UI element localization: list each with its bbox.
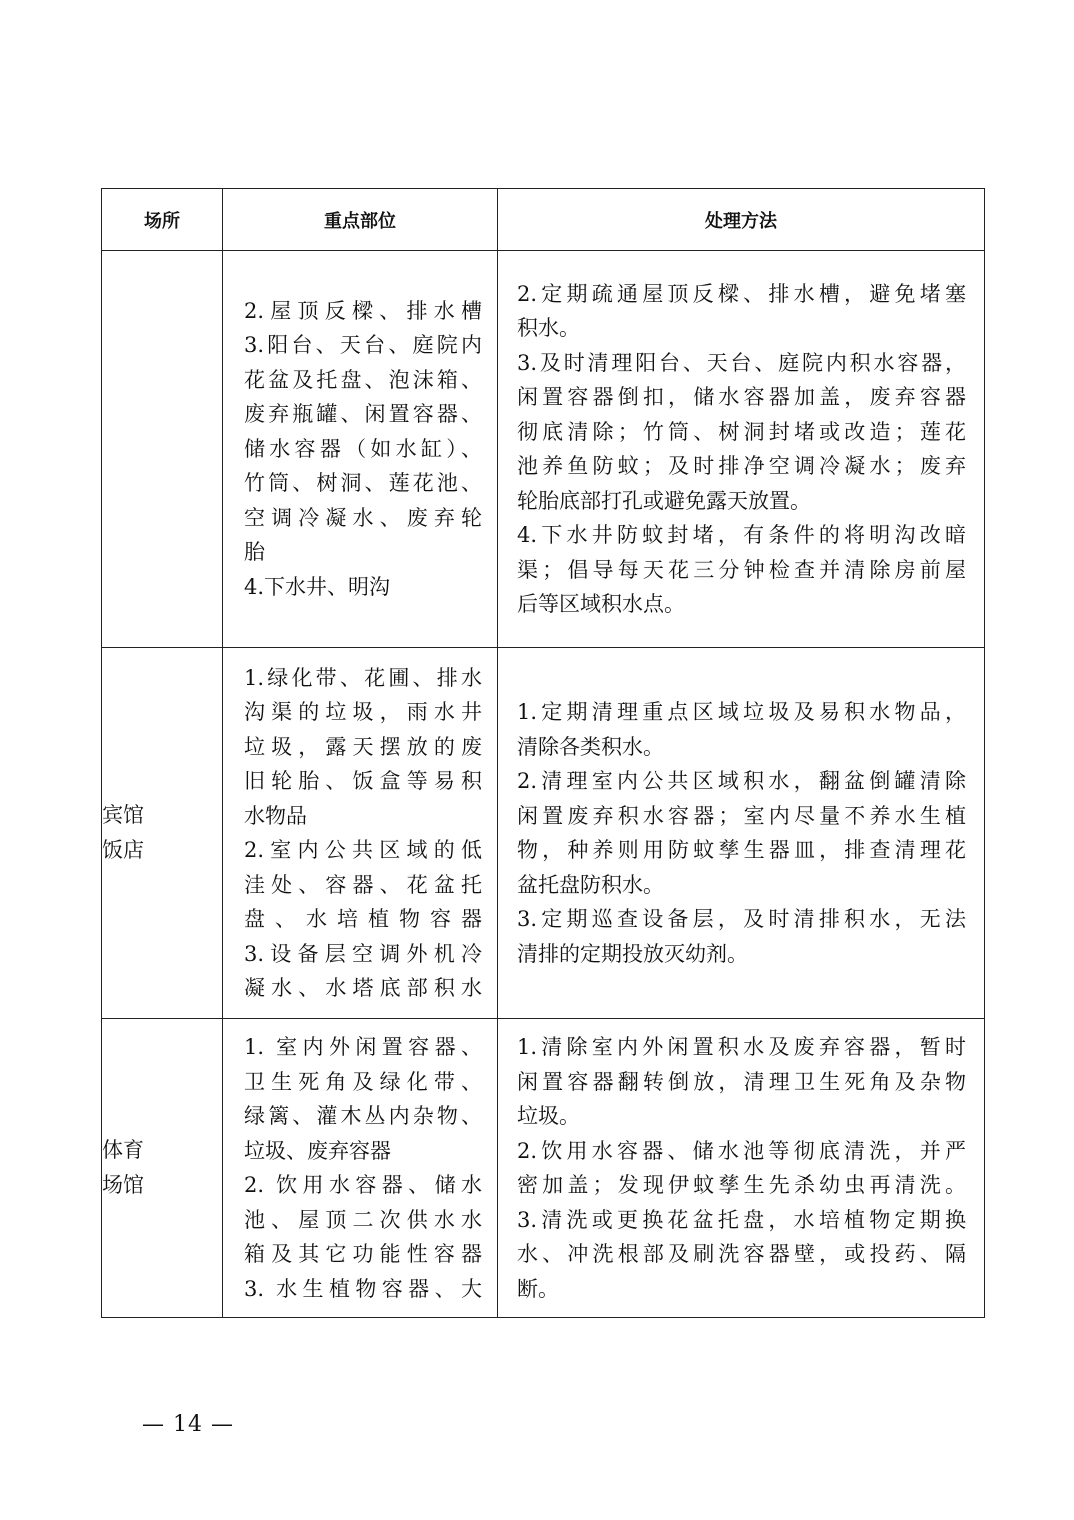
text-line: 水、冲洗根部及刷洗容器壁，或投药、隔 — [517, 1242, 966, 1266]
text-line: 清排的定期投放灭幼剂。 — [517, 941, 748, 966]
main-table — [101, 188, 985, 1318]
text-line: 闲置废弃积水容器；室内尽量不养水生植 — [517, 803, 966, 828]
text-line: 闲置容器倒扣，储水容器加盖，废弃容器 — [517, 385, 966, 409]
page-number: — 14 — — [142, 1412, 234, 1437]
text-line: 后等区域积水点。 — [517, 592, 685, 616]
text-line: 垃圾、废弃容器 — [244, 1138, 391, 1163]
table-row — [102, 1019, 985, 1318]
text-line: 3.定期巡查设备层，及时清排积水，无法 — [517, 907, 966, 931]
text-line: 花盆及托盘、泡沫箱、 — [244, 367, 482, 392]
text-line: 竹筒、树洞、莲花池、 — [244, 471, 482, 496]
text-line: 3.设备层空调外机冷 — [244, 941, 482, 966]
text-line: 盆托盘防积水。 — [517, 872, 664, 897]
text-line: 垃圾。 — [517, 1104, 580, 1128]
text-line: 清除各类积水。 — [517, 734, 664, 759]
text-line: 废弃瓶罐、闲置容器、 — [244, 402, 482, 427]
header-venue: 场所 — [102, 189, 223, 251]
venue-line: 场馆 — [102, 1173, 144, 1197]
text-line: 绿篱、灌木丛内杂物、 — [244, 1104, 482, 1128]
methods-cell — [498, 648, 985, 1019]
text-line: 1.绿化带、花圃、排水 — [244, 665, 482, 690]
text-line: 2.屋顶反樑、排水槽 — [244, 298, 482, 323]
venue-cell — [102, 1019, 223, 1318]
methods-cell — [498, 251, 985, 648]
text-line: 2.清理室内公共区域积水，翻盆倒罐清除 — [517, 769, 966, 793]
text-line: 断。 — [517, 1276, 559, 1301]
text-line: 2. 饮用水容器、储水 — [244, 1173, 482, 1197]
text-line: 4.下水井防蚊封堵，有条件的将明沟改暗 — [517, 523, 966, 547]
text-line: 沟渠的垃圾，雨水井 — [244, 700, 482, 724]
key-parts-cell — [223, 648, 498, 1019]
header-methods: 处理方法 — [498, 189, 985, 251]
text-line: 箱及其它功能性容器 — [244, 1242, 482, 1266]
text-line: 池养鱼防蚊；及时排净空调冷凝水；废弃 — [517, 454, 966, 478]
key-parts-cell — [223, 1019, 498, 1318]
text-line: 物，种养则用防蚊孳生器皿，排查清理花 — [517, 838, 966, 862]
venue-cell — [102, 251, 223, 648]
text-line: 彻底清除；竹筒、树洞封堵或改造；莲花 — [517, 419, 966, 444]
venue-line: 饭店 — [102, 838, 144, 862]
methods-cell — [498, 1019, 985, 1318]
text-line: 1. 室内外闲置容器、 — [244, 1035, 482, 1059]
text-line: 旧轮胎、饭盒等易积 — [244, 769, 482, 793]
text-line: 3.及时清理阳台、天台、庭院内积水容器， — [517, 350, 966, 375]
text-line: 水物品 — [244, 803, 307, 828]
text-line: 3. 水生植物容器、大 — [244, 1276, 482, 1301]
text-line: 渠；倡导每天花三分钟检查并清除房前屋 — [517, 557, 966, 582]
header-key-parts: 重点部位 — [223, 189, 498, 251]
key-parts-cell — [223, 251, 498, 648]
table-header-row — [102, 189, 985, 251]
text-line: 轮胎底部打孔或避免露天放置。 — [517, 488, 811, 513]
text-line: 闲置容器翻转倒放，清理卫生死角及杂物 — [517, 1069, 966, 1094]
text-line: 卫生死角及绿化带、 — [244, 1069, 482, 1094]
text-line: 池、屋顶二次供水水 — [244, 1207, 482, 1232]
text-line: 垃圾，露天摆放的废 — [244, 734, 482, 759]
text-line: 2.饮用水容器、储水池等彻底清洗，并严 — [517, 1138, 966, 1163]
table-row — [102, 251, 985, 648]
text-line: 空调冷凝水、废弃轮 — [244, 505, 482, 530]
table-row — [102, 648, 985, 1019]
text-line: 密加盖；发现伊蚊孳生先杀幼虫再清洗。 — [517, 1173, 966, 1197]
text-line: 2.定期疏通屋顶反樑、排水槽，避免堵塞 — [517, 281, 966, 306]
text-line: 3.清洗或更换花盆托盘，水培植物定期换 — [517, 1207, 966, 1232]
venue-line: 宾馆 — [102, 803, 144, 827]
text-line: 4.下水井、明沟 — [244, 574, 391, 599]
text-line: 胎 — [244, 540, 265, 565]
text-line: 盘、水培植物容器 — [244, 907, 482, 931]
text-line: 1.定期清理重点区域垃圾及易积水物品， — [517, 700, 966, 724]
text-line: 2.室内公共区域的低 — [244, 838, 482, 862]
venue-line: 体育 — [102, 1138, 144, 1162]
text-line: 1.清除室内外闲置积水及废弃容器，暂时 — [517, 1035, 966, 1059]
text-line: 凝水、水塔底部积水 — [244, 976, 482, 1000]
text-line: 储水容器（如水缸）、 — [244, 436, 482, 461]
text-line: 3.阳台、天台、庭院内 — [244, 333, 482, 358]
venue-cell — [102, 648, 223, 1019]
text-line: 积水。 — [517, 316, 580, 340]
text-line: 洼处、容器、花盆托 — [244, 872, 482, 897]
